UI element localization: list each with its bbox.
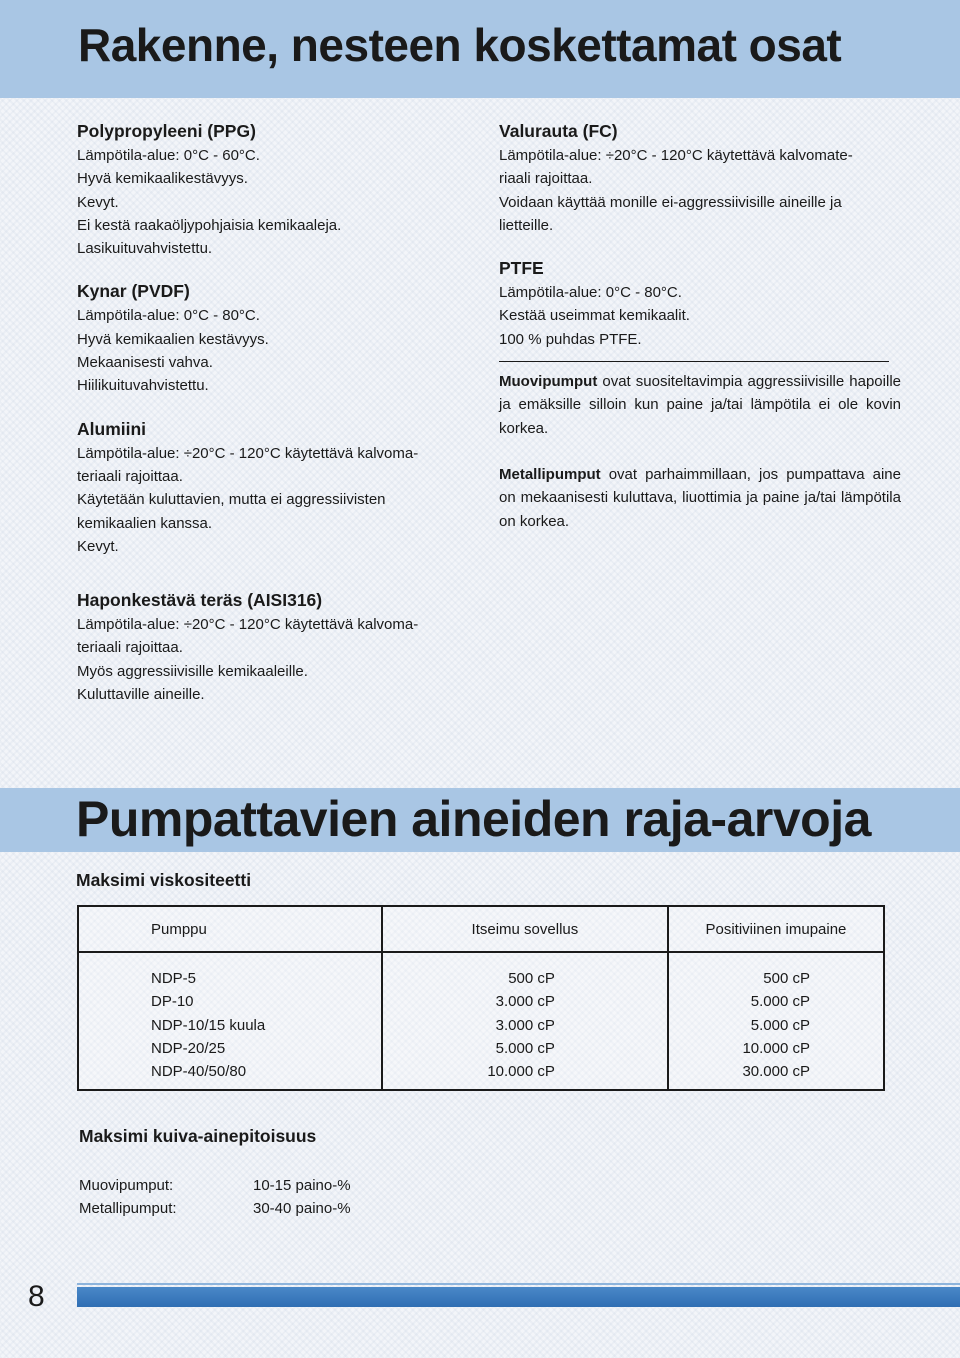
text-line: Käytetään kuluttavien, mutta ei aggressiivisten bbox=[77, 491, 386, 509]
item-label: Metallipumput: bbox=[79, 1200, 177, 1218]
text-line: Kestää useimmat kemikaalit. bbox=[499, 307, 690, 325]
section-heading: Polypropyleeni (PPG) bbox=[77, 121, 256, 141]
section-heading: Alumiini bbox=[77, 418, 147, 439]
text-line: kemikaalien kanssa. bbox=[77, 514, 213, 532]
text-line: riaali rajoittaa. bbox=[499, 170, 593, 188]
item-value: 30-40 paino-% bbox=[253, 1200, 351, 1218]
table-header-row bbox=[78, 906, 884, 952]
table-cell: 500 cP bbox=[508, 970, 555, 987]
note-text: ovat suositeltavimpia aggressiivisille hapoille ja emäksille silloin kun paine ja/tai lämpötila ei ole kovin korkea. bbox=[499, 373, 901, 437]
text-line: Lämpötila-alue: ÷20°C - 120°C käytettävä kalvoma- bbox=[77, 616, 419, 633]
text-line: Voidaan käyttää monille ei-aggressiivisille aineille ja bbox=[499, 193, 842, 211]
table-cell: 5.000 cP bbox=[495, 1039, 555, 1057]
viscosity-table bbox=[77, 905, 885, 1091]
section-heading: PTFE bbox=[499, 258, 544, 279]
footer-bar bbox=[77, 1287, 960, 1307]
table-cell: NDP-40/50/80 bbox=[151, 1063, 247, 1081]
table-cell: 3.000 cP bbox=[495, 1016, 555, 1034]
text-line: Lämpötila-alue: 0°C - 80°C. bbox=[499, 284, 682, 302]
text-line: Kevyt. bbox=[77, 537, 119, 555]
list-item bbox=[79, 1174, 351, 1197]
table-cell: 10.000 cP bbox=[487, 1063, 555, 1081]
table-cell: 500 cP bbox=[763, 970, 810, 987]
section-pvdf bbox=[77, 278, 467, 397]
right-column bbox=[499, 118, 901, 533]
text-line: Kuluttaville aineille. bbox=[77, 685, 205, 703]
text-line: Lämpötila-alue: 0°C - 60°C. bbox=[77, 147, 260, 164]
text-line: Lämpötila-alue: ÷20°C - 120°C käytettävä kalvoma- bbox=[77, 444, 419, 462]
table-cell: 10.000 cP bbox=[742, 1039, 810, 1057]
footer-line bbox=[77, 1283, 960, 1285]
page-title: Rakenne, nesteen koskettamat osat bbox=[78, 19, 842, 71]
section-heading: Valurauta (FC) bbox=[499, 121, 618, 141]
table-cell: 3.000 cP bbox=[495, 993, 555, 1011]
note-plastic-pumps bbox=[499, 370, 901, 440]
section-heading: Haponkestävä teräs (AISI316) bbox=[77, 590, 323, 610]
text-line: Kevyt. bbox=[77, 193, 119, 211]
divider bbox=[499, 361, 889, 362]
item-label: Muovipumput: bbox=[79, 1177, 174, 1194]
note-text: ovat parhaimmillaan, jos pumpattava aine on mekaanisesti kuluttava, liuottimia ja paine ja/tai lämpötila on korkea. bbox=[499, 465, 901, 530]
dry-matter-title: Maksimi kuiva-ainepitoisuus bbox=[79, 1126, 317, 1146]
section-alumiini bbox=[77, 416, 467, 558]
text-line: Lämpötila-alue: ÷20°C - 120°C käytettävä kalvomate- bbox=[499, 147, 853, 164]
text-line: teriaali rajoittaa. bbox=[77, 467, 183, 485]
section-ptfe bbox=[499, 255, 901, 351]
text-line: lietteille. bbox=[499, 216, 554, 234]
table-cell: NDP-10/15 kuula bbox=[151, 1016, 266, 1034]
section-ppg bbox=[77, 118, 467, 260]
page-number: 8 bbox=[28, 1280, 45, 1313]
table-cell: DP-10 bbox=[151, 993, 194, 1011]
text-line: Mekaanisesti vahva. bbox=[77, 354, 213, 372]
left-column bbox=[77, 118, 467, 576]
section-aisi316 bbox=[77, 587, 472, 706]
text-line: Myös aggressiivisille kemikaaleille. bbox=[77, 662, 308, 680]
section-valurauta bbox=[499, 118, 901, 237]
table-body-row bbox=[78, 952, 884, 1090]
self-priming-column bbox=[382, 952, 668, 1090]
table-cell: 30.000 cP bbox=[742, 1063, 810, 1081]
text-line: Hyvä kemikaalikestävyys. bbox=[77, 170, 248, 188]
note-metal-pumps bbox=[499, 463, 901, 533]
note-bold: Metallipumput bbox=[499, 465, 601, 483]
text-line: Lämpötila-alue: 0°C - 80°C. bbox=[77, 307, 260, 325]
column-header: Itseimu sovellus bbox=[382, 906, 668, 952]
section-heading: Kynar (PVDF) bbox=[77, 281, 190, 302]
table-cell: NDP-20/25 bbox=[151, 1039, 226, 1057]
note-bold: Muovipumput bbox=[499, 373, 598, 391]
dry-matter-list bbox=[79, 1174, 351, 1221]
text-line: Hyvä kemikaalien kestävyys. bbox=[77, 330, 269, 348]
column-header: Positiviinen imupaine bbox=[668, 906, 884, 952]
text-line: Hiilikuituvahvistettu. bbox=[77, 377, 209, 395]
table-cell: 5.000 cP bbox=[750, 993, 810, 1011]
table-cell: 5.000 cP bbox=[750, 1016, 810, 1034]
text-line: 100 % puhdas PTFE. bbox=[499, 330, 642, 348]
pump-column bbox=[78, 952, 382, 1090]
top-title-band bbox=[0, 0, 960, 98]
mid-title-band bbox=[0, 788, 960, 852]
text-line: teriaali rajoittaa. bbox=[77, 639, 183, 657]
section-title: Pumpattavien aineiden raja-arvoja bbox=[76, 791, 871, 847]
viscosity-title: Maksimi viskositeetti bbox=[76, 870, 252, 890]
text-line: Lasikuituvahvistettu. bbox=[77, 240, 213, 258]
item-value: 10-15 paino-% bbox=[253, 1177, 351, 1194]
text-line: Ei kestä raakaöljypohjaisia kemikaaleja. bbox=[77, 216, 342, 234]
list-item bbox=[79, 1197, 351, 1220]
table-cell: NDP-5 bbox=[151, 970, 197, 987]
flooded-suction-column bbox=[668, 952, 884, 1090]
column-header: Pumppu bbox=[78, 906, 382, 952]
